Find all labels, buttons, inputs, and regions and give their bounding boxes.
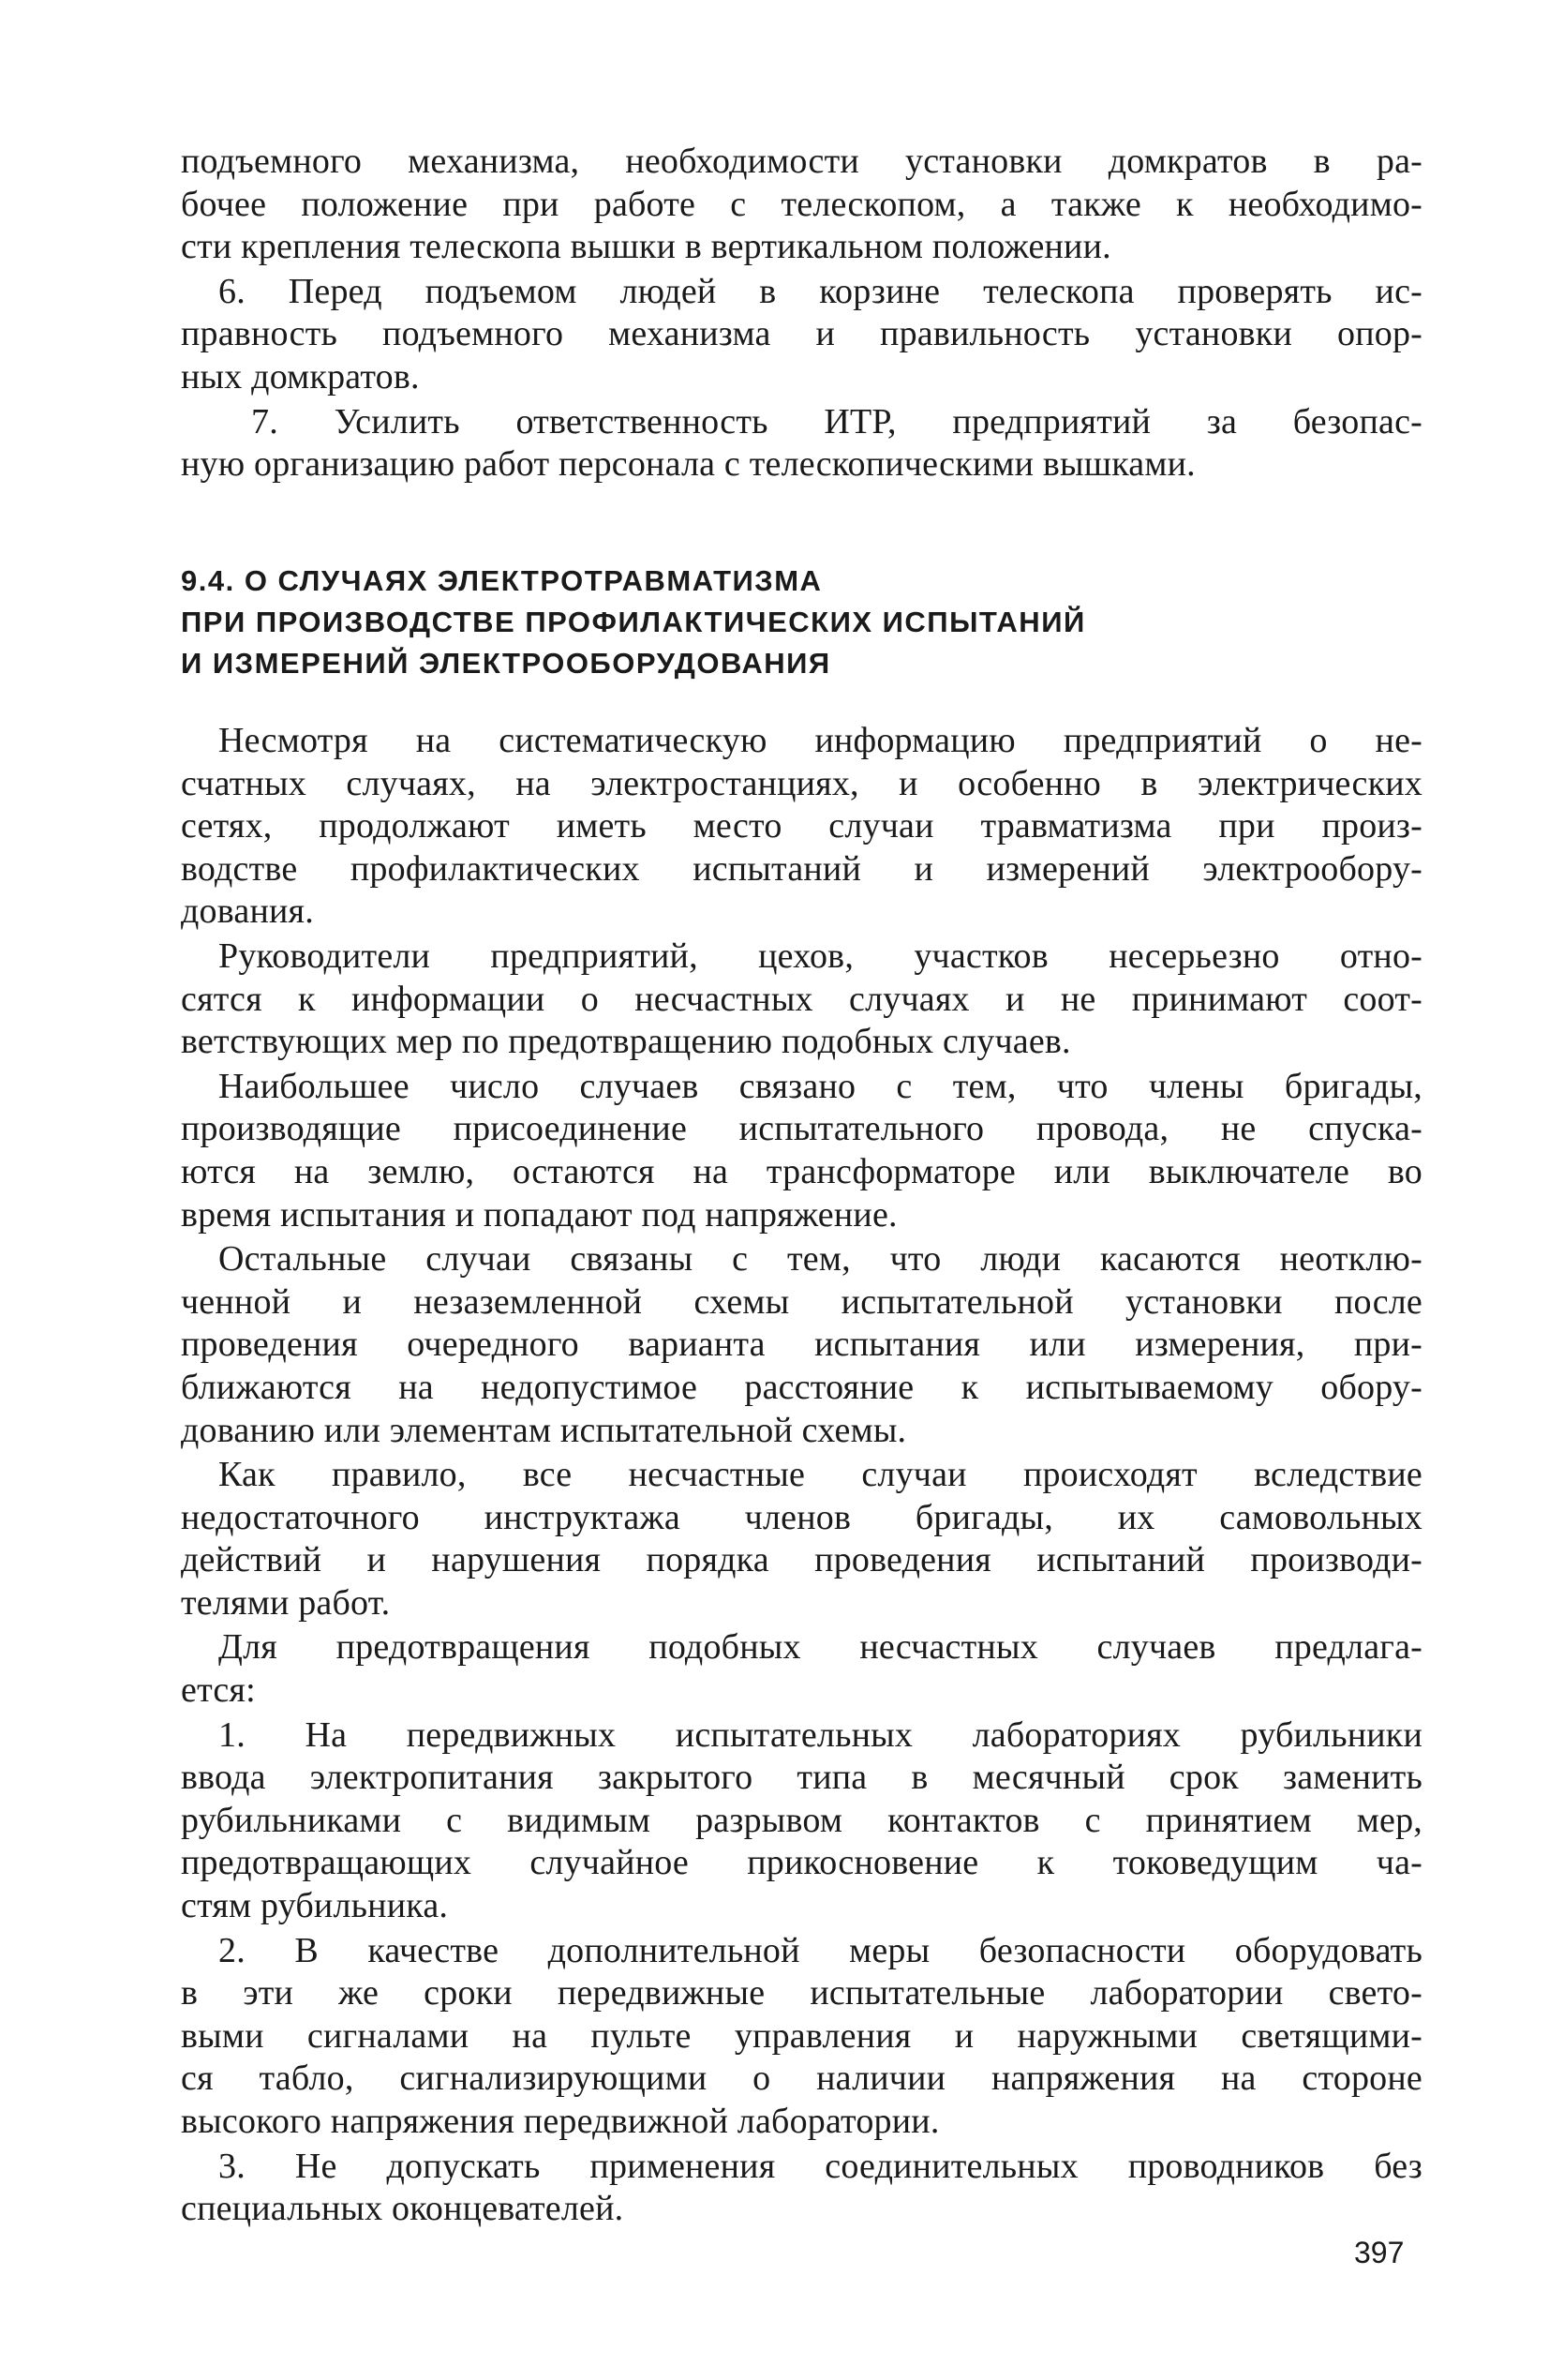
text-line: высокого напряжения передвижной лаборатории.: [181, 2102, 940, 2141]
text-line: Наибольшее число случаев связано с тем, что члены бригады,: [218, 1066, 1422, 1106]
text-line: время испытания и попадают под напряжение.: [181, 1194, 898, 1235]
paragraph: [181, 1626, 1422, 1712]
paragraph: [181, 1930, 1422, 2144]
text-line: ются на землю, остаются на трансформаторе или выключателе во: [181, 1151, 1422, 1191]
page-number: 397: [1354, 2236, 1405, 2269]
text-line: недостаточного инструктажа членов бригады, их самовольных: [181, 1497, 1422, 1537]
text-line: 7. Усилить ответственность ИТР, предприятий за безопас-: [251, 401, 1422, 442]
section-body: [181, 720, 1422, 2233]
heading-line: И ИЗМЕРЕНИЙ ЭЛЕКТРООБОРУДОВАНИЯ: [181, 647, 831, 680]
paragraph: [181, 1714, 1422, 1928]
text-line: предотвращающих случайное прикосновение к токоведущим ча-: [181, 1843, 1422, 1883]
paragraph: [181, 1238, 1422, 1452]
text-line: 6. Перед подъемом людей в корзине телескопа проверять ис-: [218, 271, 1422, 311]
paragraph: [181, 2146, 1422, 2231]
text-line: 3. Не допускать применения соединительных проводников без: [218, 2146, 1422, 2186]
text-line: дования.: [181, 891, 314, 932]
text-line: ввода электропитания закрытого типа в месячный срок заменить: [181, 1758, 1422, 1798]
text-line: ближаются на недопустимое расстояние к испытываемому обору-: [181, 1367, 1422, 1407]
text-line: правность подъемного механизма и правильность установки опор-: [181, 314, 1422, 354]
paragraph: [181, 936, 1422, 1064]
text-line: выми сигналами на пульте управления и наружными светящими-: [181, 2015, 1422, 2056]
section-heading: [181, 561, 1422, 684]
paragraph: [181, 1066, 1422, 1236]
paragraph: [181, 1454, 1422, 1624]
text-line: производящие присоединение испытательного провода, не спуска-: [181, 1109, 1422, 1149]
paragraph: [181, 401, 1422, 486]
text-line: ную организацию работ персонала с телескопическими вышками.: [181, 444, 1196, 485]
text-line: счатных случаях, на электростанциях, и особенно в электрических: [181, 763, 1422, 803]
text-line: специальных оконцевателей.: [181, 2189, 624, 2229]
text-line: ветствующих мер по предотвращению подобных случаев.: [181, 1022, 1071, 1062]
text-line: бочее положение при работе с телескопом, а также к необходимо-: [181, 184, 1422, 224]
text-line: 2. В качестве дополнительной меры безопасности оборудовать: [218, 1930, 1422, 1970]
text-line: подъемного механизма, необходимости установки домкратов в ра-: [181, 142, 1422, 181]
text-line: 1. На передвижных испытательных лабораториях рубильники: [218, 1714, 1422, 1755]
text-line: дованию или элементам испытательной схемы.: [181, 1410, 907, 1450]
text-line: действий и нарушения порядка проведения испытаний производи-: [181, 1540, 1422, 1580]
text-line: Как правило, все несчастные случаи происходят вследствие: [218, 1455, 1422, 1495]
paragraph: [181, 720, 1422, 934]
text-line: в эти же сроки передвижные испытательные лаборатории свето-: [181, 1973, 1422, 2013]
text-line: ется:: [181, 1670, 256, 1711]
text-line: ченной и незаземленной схемы испытательной установки после: [181, 1281, 1422, 1322]
text-line: сетях, продолжают иметь место случаи травматизма при произ-: [181, 806, 1422, 846]
paragraph: [181, 271, 1422, 399]
text-line: ся табло, сигнализирующими о наличии напряжения на стороне: [181, 2058, 1422, 2099]
paragraph: [181, 141, 1422, 269]
text-line: Остальные случаи связаны с тем, что люди касаются неотклю-: [218, 1239, 1422, 1280]
text-line: сятся к информации о несчастных случаях и не принимают соот-: [181, 979, 1422, 1019]
text-line: Руководители предприятий, цехов, участков несерьезно отно-: [218, 936, 1422, 976]
text-line: стям рубильника.: [181, 1886, 449, 1926]
text-line: телями работ.: [181, 1582, 391, 1623]
text-line: Для предотвращения подобных несчастных случаев предлага-: [218, 1627, 1422, 1668]
text-line: проведения очередного варианта испытания или измерения, при-: [181, 1325, 1422, 1365]
text-line: Несмотря на систематическую информацию предприятий о не-: [218, 721, 1422, 760]
heading-line: ПРИ ПРОИЗВОДСТВЕ ПРОФИЛАКТИЧЕСКИХ ИСПЫТАНИЙ: [181, 606, 1086, 638]
text-line: ных домкратов.: [181, 356, 420, 397]
text-line: водстве профилактических испытаний и измерений электрообору-: [181, 848, 1422, 889]
text-line: сти крепления телескопа вышки в вертикальном положении.: [181, 227, 1111, 267]
heading-line: 9.4. О СЛУЧАЯХ ЭЛЕКТРОТРАВМАТИЗМА: [181, 564, 823, 597]
continued-text: [181, 141, 1422, 488]
text-line: рубильниками с видимым разрывом контактов с принятием мер,: [181, 1800, 1422, 1840]
